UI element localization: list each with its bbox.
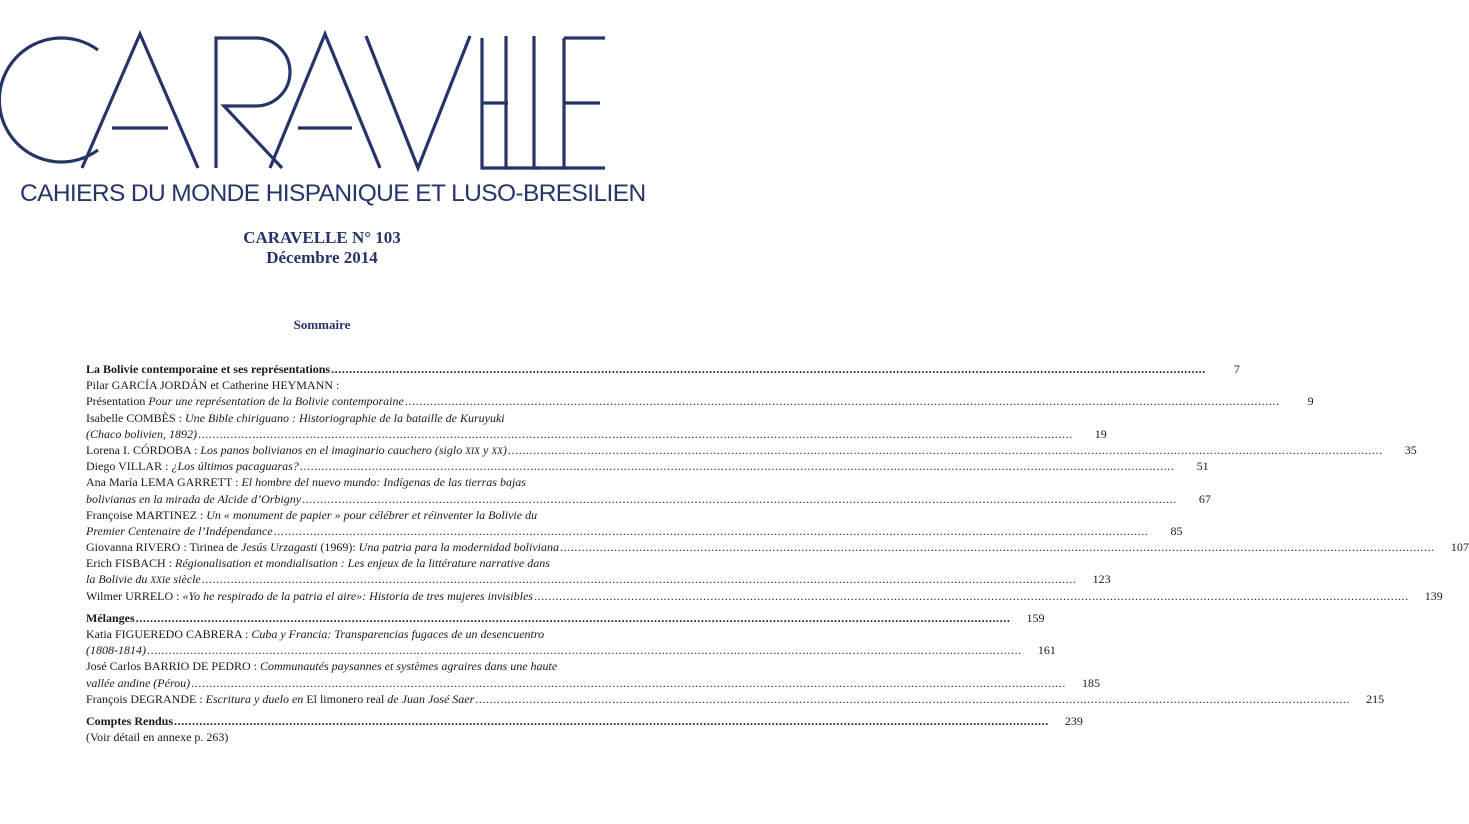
dot-leader xyxy=(301,491,1177,507)
entry-title-italic: e siècle xyxy=(165,572,201,587)
entry-title xyxy=(86,642,146,658)
toc-entry-urrelo[interactable] xyxy=(86,588,1443,604)
dot-leader xyxy=(135,610,1011,626)
dot-leader xyxy=(146,642,1022,658)
entry-author: Isabelle COMBÈS : xyxy=(86,410,185,425)
page-number: 123 xyxy=(1092,572,1111,587)
entry-author: José Carlos BARRIO DE PEDRO : xyxy=(86,659,261,674)
page-number: 7 xyxy=(1233,362,1240,376)
toc-entry-combes[interactable] xyxy=(86,410,574,426)
toc-annex-note xyxy=(86,729,574,745)
toc-entry-martinez[interactable] xyxy=(86,507,574,523)
toc-entry-lema-cont[interactable] xyxy=(86,491,1211,507)
dot-leader xyxy=(559,539,1435,555)
entry-title-italic: Los panos bolivianos en el imaginario cauchero (siglo xyxy=(200,442,466,457)
entry-title xyxy=(86,458,299,474)
entry-title-italic: Cuba y Francia: Transparencias fugaces de un desencuentro xyxy=(251,627,545,641)
entry-label: Présentation xyxy=(86,394,149,409)
toc-entry-rivero[interactable] xyxy=(86,539,1469,555)
toc-entry-figueredo[interactable] xyxy=(86,626,574,642)
entry-title-italic: El hombre del nuevo mundo: Indígenas de las tierras bajas xyxy=(241,475,526,490)
page-number: 85 xyxy=(1170,523,1183,538)
page-number: 107 xyxy=(1450,540,1469,555)
entry-author: Françoise MARTINEZ : xyxy=(86,507,207,522)
toc-entry-combes-cont[interactable] xyxy=(86,426,1107,442)
toc-section-melanges[interactable] xyxy=(86,610,1045,626)
toc-entry-figueredo-cont[interactable] xyxy=(86,642,1056,658)
toc-section-title: La Bolivie contemporaine et ses représentations xyxy=(86,362,331,376)
toc-entry-degrande[interactable] xyxy=(86,691,1385,707)
toc-entry-villar[interactable] xyxy=(86,458,1209,474)
page-number: 67 xyxy=(1198,491,1211,506)
entry-author: Giovanna RIVERO : xyxy=(86,540,190,555)
entry-title xyxy=(86,626,544,642)
entry-title xyxy=(86,426,197,442)
issue-date: Décembre 2014 xyxy=(266,248,378,267)
entry-title xyxy=(86,555,550,571)
dot-leader xyxy=(330,361,1206,377)
toc-entry-barrio-cont[interactable] xyxy=(86,675,1100,691)
toc-section-comptes-rendus[interactable] xyxy=(86,713,1083,729)
entry-authors: Pilar GARCÍA JORDÁN et Catherine HEYMANN : xyxy=(86,378,340,393)
entry-title-italic: Une Bible chiriguano : Historiographie de la bataille de Kuruyuki xyxy=(185,410,505,425)
dot-leader xyxy=(404,393,1280,409)
toc-entry-authors xyxy=(86,377,574,393)
entry-title xyxy=(86,539,559,555)
entry-title xyxy=(86,675,190,691)
toc-heading: Sommaire xyxy=(293,317,351,332)
dot-leader xyxy=(533,588,1409,604)
entry-title-italic: (Chaco bolivien, 1892) xyxy=(86,426,197,441)
page-number: 35 xyxy=(1404,442,1417,457)
entry-title xyxy=(86,507,537,523)
table-of-contents xyxy=(86,361,1469,745)
dot-leader xyxy=(507,442,1383,458)
entry-title xyxy=(86,491,301,507)
century-numeral: XIX xyxy=(465,446,480,457)
toc-entry-lema[interactable] xyxy=(86,474,574,490)
toc-entry-barrio[interactable] xyxy=(86,658,574,674)
entry-title xyxy=(86,393,404,409)
entry-title-italic: bolivianas en la mirada de Alcide d’Orbigny xyxy=(86,491,302,506)
entry-title xyxy=(86,474,526,490)
entry-title-italic: Communautés paysannes et systèmes agraires dans une haute xyxy=(260,659,558,674)
entry-author: Erich FISBACH : xyxy=(86,556,176,571)
entry-title-italic: la Bolivie du xyxy=(86,572,151,587)
entry-title xyxy=(86,523,273,539)
page-number: 239 xyxy=(1064,713,1083,728)
entry-title xyxy=(86,410,505,426)
issue-number: CARAVELLE N° 103 xyxy=(243,228,401,247)
entry-title-italic: Escritura y duelo en xyxy=(205,691,307,706)
entry-title-roman: (1969): xyxy=(317,540,359,555)
page-number: 185 xyxy=(1082,675,1100,690)
toc-entry-presentation[interactable] xyxy=(86,393,1314,409)
entry-title xyxy=(86,691,474,707)
page-number: 215 xyxy=(1366,691,1385,706)
toc-section-title: Comptes Rendus xyxy=(86,713,174,728)
entry-title-italic: Jesús Urzagasti xyxy=(241,540,318,555)
entry-author: Katia FIGUEREDO CABRERA : xyxy=(86,627,252,641)
entry-title-italic: Pour une représentation de la Bolivie contemporaine xyxy=(148,394,404,409)
page-number: 139 xyxy=(1424,588,1443,603)
journal-subtitle: CAHIERS DU MONDE HISPANIQUE ET LUSO-BRESILIEN xyxy=(20,180,646,207)
entry-author: Wilmer URRELO : xyxy=(86,588,183,603)
toc-section-title: Mélanges xyxy=(86,610,135,625)
dot-leader xyxy=(201,571,1077,587)
entry-title xyxy=(86,658,557,674)
entry-author: François DEGRANDE : xyxy=(86,691,206,706)
page-number: 161 xyxy=(1037,643,1056,658)
entry-title xyxy=(86,588,533,604)
entry-title-roman: Tirinea de xyxy=(189,540,241,555)
entry-title-italic: «Yo he respirado de la patria el aire»: Historia de tres mujeres invisibles xyxy=(182,588,533,603)
page-number: 19 xyxy=(1094,426,1107,441)
entry-author: Ana María LEMA GARRETT : xyxy=(86,475,242,490)
toc-entry-cordoba[interactable] xyxy=(86,442,1417,458)
page-number: 51 xyxy=(1196,459,1209,474)
entry-title-italic: vallée andine (Pérou) xyxy=(86,675,191,690)
dot-leader xyxy=(273,523,1149,539)
entry-title-italic: ¿Los últimos pacaguaras? xyxy=(171,459,299,474)
caravelle-logo xyxy=(20,28,620,168)
dot-leader xyxy=(474,691,1350,707)
dot-leader xyxy=(299,458,1175,474)
dot-leader xyxy=(197,426,1073,442)
entry-title-italic: de Juan José Saer xyxy=(384,691,475,706)
page-number: 159 xyxy=(1026,610,1045,625)
toc-entry-martinez-cont[interactable] xyxy=(86,523,1183,539)
century-numeral: XX xyxy=(491,446,503,457)
toc-entry-fisbach[interactable] xyxy=(86,555,574,571)
century-numeral: XXI xyxy=(150,576,166,587)
entry-title-italic: Una patria para la modernidad boliviana xyxy=(358,540,560,555)
entry-title-italic: y xyxy=(479,442,492,457)
toc-entry-fisbach-cont[interactable] xyxy=(86,571,1111,587)
entry-author: Lorena I. CÓRDOBA : xyxy=(86,442,201,457)
entry-title-italic: Un « monument de papier » pour célébrer et réinventer la Bolivie du xyxy=(206,507,538,522)
entry-title-italic: Premier Centenaire de l’Indépendance xyxy=(86,523,273,538)
page-number: 9 xyxy=(1307,394,1314,409)
entry-title-italic: (1808-1814) xyxy=(86,643,146,658)
entry-author: Diego VILLAR : xyxy=(86,459,172,474)
dot-leader xyxy=(173,713,1049,729)
entry-title-italic: Régionalisation et mondialisation : Les enjeux de la littérature narrative dans xyxy=(175,556,550,571)
entry-title-roman: El limonero real xyxy=(306,691,385,706)
toc-section-bolivie[interactable] xyxy=(86,361,1240,377)
dot-leader xyxy=(190,675,1066,691)
entry-title-italic: ) xyxy=(502,442,507,457)
annex-note: (Voir détail en annexe p. 263) xyxy=(86,730,229,745)
